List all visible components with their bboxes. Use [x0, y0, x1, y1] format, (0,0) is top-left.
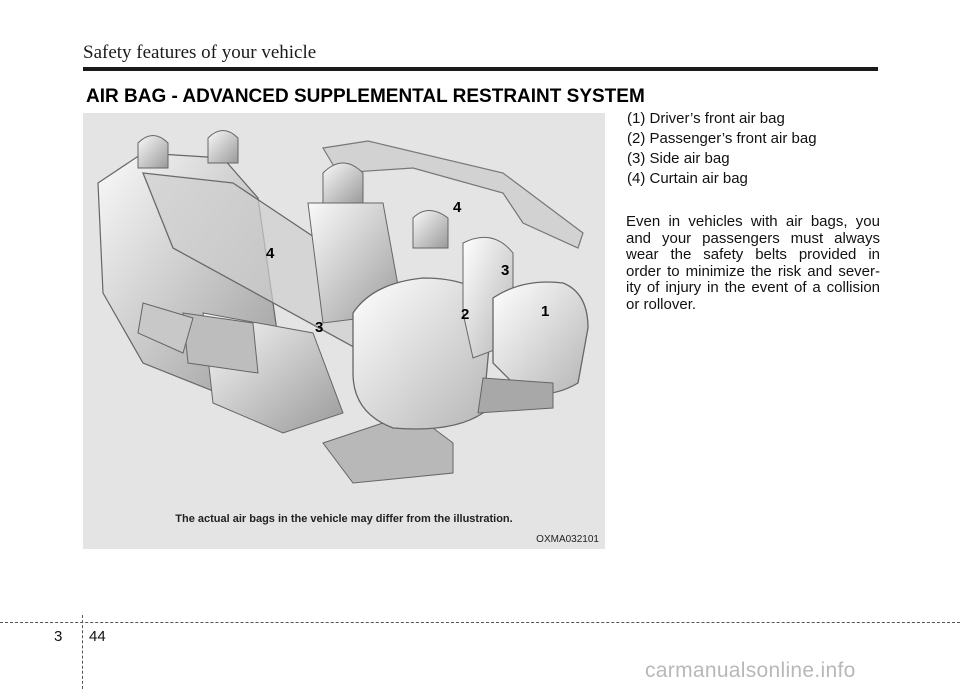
callout-side-left: 3: [315, 319, 324, 336]
section-title: AIR BAG - ADVANCED SUPPLEMENTAL RESTRAINT SYSTEM: [86, 86, 645, 107]
page-number: 44: [89, 628, 106, 645]
list-item: (4) Curtain air bag: [627, 170, 748, 187]
footer-divider: [82, 615, 83, 689]
watermark: carmanualsonline.info: [645, 659, 856, 682]
airbag-list: [627, 109, 817, 189]
list-item: (2) Passenger’s front air bag: [627, 130, 817, 147]
footer-rule: [0, 622, 960, 623]
list-item: (3) Side air bag: [627, 150, 730, 167]
figure-caption: The actual air bags in the vehicle may differ from the illustration.: [175, 513, 513, 525]
callout-side-right: 3: [501, 262, 510, 279]
body-paragraph: Even in vehicles with air bags, you and your passengers must always wear the safety belts provided in order to minimize the risk and sever-ity of injury in the event of a collision or rollover.: [626, 213, 880, 313]
list-item: (1) Driver’s front air bag: [627, 110, 785, 127]
callout-curtain-left: 4: [266, 245, 275, 262]
chapter-number: 3: [54, 628, 63, 645]
airbag-illustration-drawing: [83, 113, 605, 549]
header-rule: [83, 67, 878, 71]
callout-passenger-front: 2: [461, 306, 470, 323]
page-header-title: Safety features of your vehicle: [83, 42, 317, 63]
figure-code: OXMA032101: [536, 534, 599, 545]
callout-curtain-right: 4: [453, 199, 462, 216]
callout-driver-front: 1: [541, 303, 550, 320]
airbag-illustration: [83, 113, 605, 549]
